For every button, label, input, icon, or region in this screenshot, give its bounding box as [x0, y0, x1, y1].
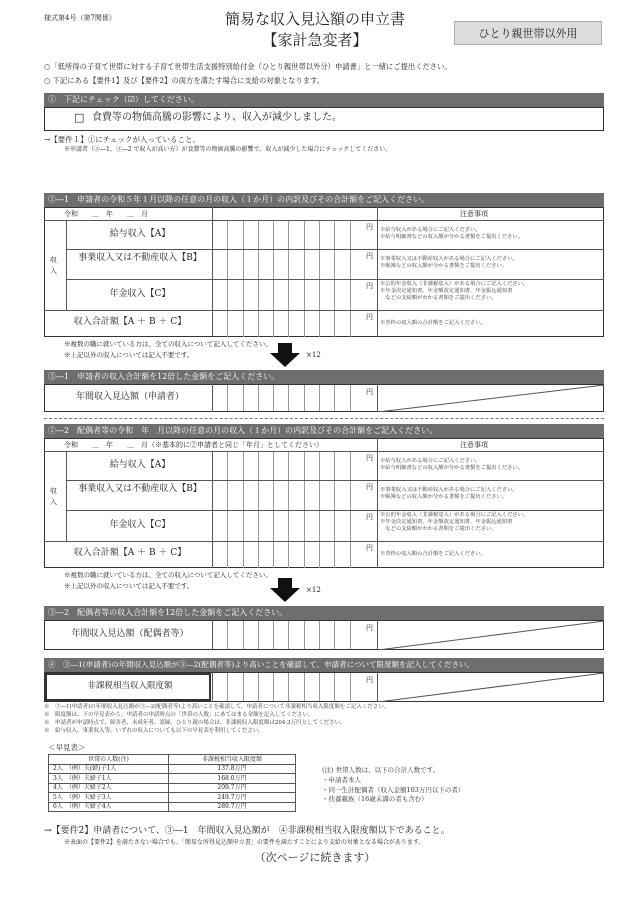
table-row: 3人 （例）夫婦子1人 168.0万円 — [49, 774, 296, 784]
salary-income-input[interactable] — [213, 221, 365, 249]
annual-income-spouse-label: 年間収入見込額（配偶者等） — [71, 629, 189, 639]
total-income-label: 収入合計額【A ＋ B ＋ C】 — [73, 317, 187, 327]
salary-note: ※給与収入がある場合にご記入ください。 ※給与明細書などの収入額が分かる書類をご提出ください。 — [380, 227, 524, 240]
spouse-salary-income-label: 給与収入【A】 — [109, 460, 171, 470]
notes-header: 注意事項 — [460, 441, 488, 449]
pension-note: ※公的年金収入（非課税収入）がある場合にご記入ください。 ※年金決定通知書、年金額改定通知書、年金振込通知書 などの支給額がわかる書類をご提出ください。 — [380, 512, 529, 532]
multiplier: ×12 — [306, 351, 321, 359]
total-income-input[interactable] — [213, 311, 365, 337]
section-4-bar: ④ ③―1(申請者)の年間収入見込額が③―2(配偶者等)より高いことを確認して、申請者について限度額を記入してください。 — [44, 658, 604, 672]
section-3-1-bar: ③―1 申請者の収入合計額を12倍した金額をご記入ください。 — [44, 370, 604, 384]
footnote: ※複数の職に就いている方は、全ての収入について記入してください。 — [64, 340, 272, 348]
income-side-label: 収入 — [50, 256, 57, 275]
yen-unit: 円 — [366, 544, 373, 552]
spouse-pension-income-label: 年金収入【C】 — [109, 520, 171, 530]
yen-unit: 円 — [366, 223, 373, 231]
table-row: 4人 （例）夫婦子2人 209.7万円 — [49, 783, 296, 793]
diagonal-strike — [378, 385, 604, 412]
section-4-notes: ※ ③―1(申請者)の年間収入見込額が③―2(配偶者等)より高いことを確認して、申請者について非課税相当収入限度額をご記入ください。 ※ 限度額は、下の早見表から、申請者の申請時点の「世帯の人数」にあてはまる金額を記入してください。 ※ 申請者が申請時点で、障害者、未成年者、寡婦、ひとり親の場合は、非課税収入限度額は204.3万円としてください。 ※ 給与収入、事業収入等、いずれの収入についても以下の早見表を利用してください。 — [44, 704, 390, 734]
table-row: 6人 （例）夫婦子4人 289.7万円 — [49, 802, 296, 812]
business-note: ※事業収入又は不動産収入がある場合にご記入ください。 ※帳簿などの収入額が分かる書類をご提出ください。 — [380, 487, 518, 500]
salary-note: ※給与収入がある場合にご記入ください。 ※給与明細書などの収入額が分かる書類をご提出ください。 — [380, 458, 524, 471]
quick-reference-table — [48, 754, 296, 812]
annual-income-applicant-input[interactable] — [213, 385, 365, 411]
audience-badge: ひとり親世帯以外用 — [454, 21, 602, 45]
business-note: ※事業収入又は不動産収入がある場合にご記入ください。 ※帳簿などの収入額が分かる書類をご提出ください。 — [380, 256, 518, 269]
total-note: ※青枠の収入額の合計額をご記入ください。 — [380, 551, 486, 557]
page-title: 簡易な収入見込額の申立書 — [224, 10, 405, 28]
section-1-bar: ① 下記にチェック（☑）してください。 — [44, 93, 604, 107]
requirement-2-note: ※表面の【要件2】を満たさない場合でも、「簡易な所得見込額申立書」の要件を満たすことにより支給の対象となる場合があります。 — [64, 839, 425, 846]
footnote: ※上記以外の収入については記入不要です。 — [64, 351, 194, 359]
annual-income-spouse-input[interactable] — [213, 621, 365, 649]
diagonal-strike — [378, 621, 604, 650]
requirement-2: →【要件2】申請者について、③―1 年間収入見込額が ④非課税相当収入限度額以下であること。 — [44, 826, 450, 836]
requirement-1-note: ※申請者（③―1、③―2 で収入が高い方）が食費等の物価高騰の影響で、収入が減少した場合にチェックしてください。 — [64, 146, 392, 153]
spouse-business-income-input[interactable] — [213, 481, 365, 510]
tax-exempt-limit-label: 非課税相当収入限度額 — [87, 681, 173, 691]
pension-note: ※公的年金収入（非課税収入）がある場合にご記入ください。 ※年金決定通知書、年金額改定通知書、年金振込通知書 などの支給額がわかる書類をご提出ください。 — [380, 281, 529, 301]
intro-line-1: ○「低所得の子育て世帯に対する子育て世帯生活支援特別給付金（ひとり親世帯以外分）申請書」と一緒にご提出ください。 — [44, 62, 452, 71]
requirement-1: →【要件１】①にチェックが入っていること。 — [44, 135, 201, 144]
spouse-salary-income-input[interactable] — [213, 452, 365, 480]
annual-income-applicant-label: 年間収入見込額（申請者） — [75, 392, 184, 402]
spouse-pension-income-input[interactable] — [213, 511, 365, 541]
yen-unit: 円 — [366, 454, 373, 462]
footnote: ※上記以外の収入については記入不要です。 — [64, 582, 194, 590]
arrow-down-icon — [270, 578, 300, 602]
total-note: ※青枠の収入額の合計額をご記入ください。 — [380, 320, 486, 326]
notes-header: 注意事項 — [460, 210, 488, 218]
table-row: 5人 （例）夫婦子3人 249.7万円 — [49, 793, 296, 803]
yen-unit: 円 — [366, 282, 373, 290]
business-income-input[interactable] — [213, 250, 365, 279]
spouse-total-income-input[interactable] — [213, 542, 365, 568]
section-3-2-bar: ③―2 配偶者等の収入合計額を12倍した金額をご記入ください。 — [44, 606, 604, 620]
pension-income-input[interactable] — [213, 280, 365, 310]
multiplier: ×12 — [306, 586, 321, 594]
check-text: 食費等の物価高騰の影響により、収入が減少しました。 — [92, 112, 342, 123]
diagonal-strike — [378, 673, 604, 702]
next-page-notice: （次ページに続きます） — [254, 851, 376, 864]
quick-table-title: ＜早見表＞ — [48, 743, 86, 752]
section-2-1-bar: ②―1 申請者の令和５年１月以降の任意の月の収入（１か月）の内訳及びその合計額をご記入ください。 — [44, 193, 604, 207]
intro-line-2: ○ 下記にある【要件1】及び【要件2】の両方を満たす場合に支給の対象となります。 — [44, 76, 325, 85]
household-count-notes: (注) 世帯人数は、以下の合計人数です。 ・申請者本人 ・同一生計配偶者（収入金額103万円以下の者） ・扶養親族（16歳未満の者も含む） — [322, 766, 465, 804]
yen-unit: 円 — [366, 388, 373, 396]
date-label-spouse: 令和 ＿ 年 ＿ 月（※基本的に②申請者と同じ「年月」としてください） — [64, 441, 323, 449]
yen-unit: 円 — [366, 252, 373, 260]
business-income-label: 事業収入又は不動産収入【B】 — [78, 253, 202, 263]
arrow-down-icon — [270, 343, 300, 367]
price-impact-checkbox[interactable]: □ — [74, 111, 85, 124]
section-2-2-bar: ②―2 配偶者等の令和 年 月以降の任意の月の収入（１か月）の内訳及びその合計額をご記入ください。 — [44, 424, 604, 438]
form-number: 様式第4号（第7関係） — [44, 14, 116, 22]
spouse-business-income-label: 事業収入又は不動産収入【B】 — [78, 484, 202, 494]
yen-unit: 円 — [366, 624, 373, 632]
spouse-total-income-label: 収入合計額【A ＋ B ＋ C】 — [73, 548, 187, 558]
salary-income-label: 給与収入【A】 — [109, 229, 171, 239]
tax-exempt-limit-input[interactable] — [213, 673, 365, 701]
yen-unit: 円 — [366, 676, 373, 684]
yen-unit: 円 — [366, 513, 373, 521]
yen-unit: 円 — [366, 313, 373, 321]
pension-income-label: 年金収入【C】 — [109, 289, 171, 299]
table-row: 2人 （例）夫(婦)子1人 137.8万円 — [49, 764, 296, 774]
footnote: ※複数の職に就いている方は、全ての収入について記入してください。 — [64, 571, 272, 579]
page-subtitle: 【家計急変者】 — [262, 31, 368, 49]
income-side-label: 収入 — [50, 487, 57, 506]
table-row: 世帯の人数(注) 非課税相当収入限度額 — [49, 755, 296, 765]
date-label-applicant: 令和 ＿ 年 ＿ 月 — [64, 210, 148, 218]
yen-unit: 円 — [366, 483, 373, 491]
